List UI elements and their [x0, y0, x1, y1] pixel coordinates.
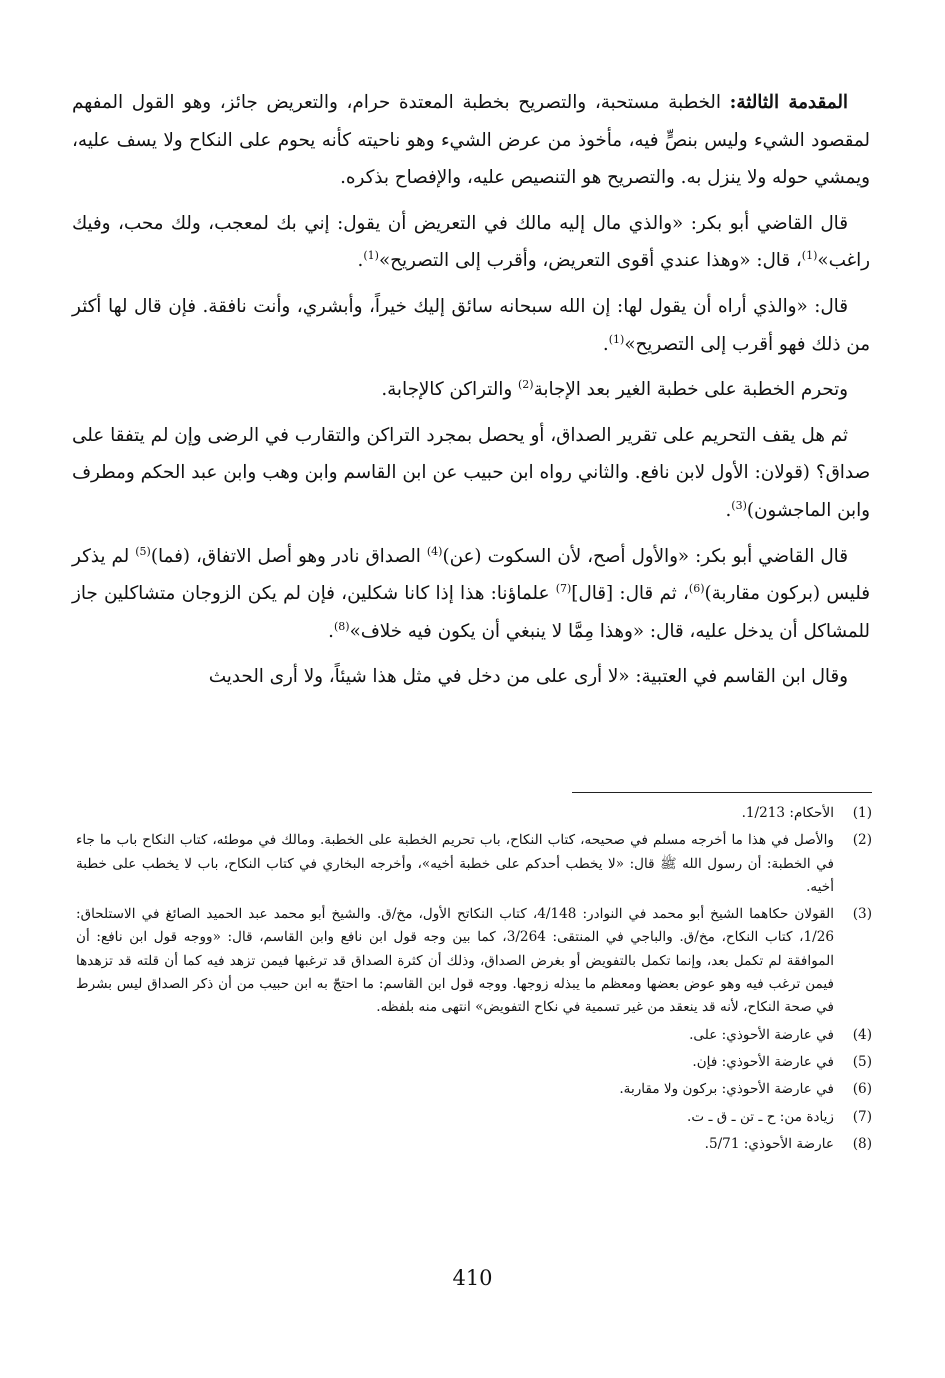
footnote	[76, 1051, 872, 1074]
paragraph-text: وتحرم الخطبة على خطبة الغير بعد الإجابة	[533, 379, 848, 401]
footnote-text: زيادة من: ح ـ تن ـ ق ـ ت.	[687, 1108, 834, 1125]
paragraph	[72, 205, 870, 280]
footnote-marker[interactable]: (1)	[801, 249, 818, 263]
footnote	[76, 1106, 872, 1129]
footnote-number: (7)	[852, 1108, 872, 1125]
paragraph-text: الخطبة مستحبة، والتصريح بخطبة المعتدة حرام، والتعريض جائز، وهو القول المفهم لمقصود الشيء وليس بنصٍّ فيه، مأخوذ من عرض الشيء وهو ناحيته كأنه يحوم على النكاح ولا يسف عليه، ويمشي حوله ولا ينزل به. والتصريح هو التنصيص عليه، والإفصاح بذكره.	[72, 92, 870, 189]
footnote	[76, 802, 872, 825]
footnote-marker[interactable]: (4)	[426, 544, 443, 558]
footnote-text: في عارضة الأحوذي: بركون ولا مقاربة.	[619, 1081, 834, 1098]
paragraph	[72, 84, 870, 197]
paragraph	[72, 371, 870, 409]
footnote-number: (1)	[852, 805, 872, 821]
footnote-marker[interactable]: (3)	[731, 498, 747, 512]
paragraph-text: وقال ابن القاسم في العتبية: «لا أرى على من دخل في مثل هذا شيئاً، ولا أرى الحديث	[208, 666, 848, 688]
footnote-text: في عارضة الأحوذي: فإن.	[692, 1053, 834, 1070]
footnote-marker[interactable]: (6)	[688, 582, 705, 596]
paragraph-text: .	[602, 333, 609, 355]
footnote-number: (4)	[852, 1026, 872, 1043]
section-heading: المقدمة الثالثة:	[729, 92, 848, 113]
paragraph	[72, 538, 870, 651]
footnote-number: (2)	[852, 832, 872, 849]
footnote-marker[interactable]: (2)	[518, 378, 534, 392]
main-text	[72, 84, 870, 704]
paragraph-text: ثم هل يقف التحريم على تقرير الصداق، أو يحصل بمجرد التراكن والتقارب في الرضى وإن لم يتفقا على صداق؟ (قولان: الأول لابن نافع. والثاني رواه ابن حبيب عن ابن القاسم وابن وهب وابن عبد الحكم ومطرف وابن الماجشون)	[72, 424, 870, 521]
footnote	[76, 1024, 872, 1047]
footnote-number: (6)	[852, 1081, 872, 1098]
footnote	[76, 1078, 872, 1101]
footnote-text: عارضة الأحوذي: 5/71.	[704, 1135, 834, 1152]
paragraph-text: علماؤنا: هذا إذا كانا شكلين، فإن لم يكن الزوجان متشاكلين جاز للمشاكل أن يدخل عليه، قال: «وهذا مِمَّا لا ينبغي أن يكون فيه خلاف»	[72, 583, 870, 642]
paragraph-text: .	[725, 499, 732, 521]
page-number: 410	[452, 1266, 493, 1290]
footnote-marker[interactable]: (7)	[555, 582, 572, 596]
paragraph-text: .	[357, 250, 364, 272]
footnote-text: القولان حكاهما الشيخ أبو محمد في النوادر: 4/148، كتاب النكاتح الأول، مخ/ق. والشيخ أبو محمد عبد الحميد الصائغ في الاستلحاق: 1/26، كتاب النكاح، مخ/ق. والباجي في المنتقى: 3/264، كما بين وجه قول ابن نافع وابن القاسم، قال: «ووجه قول ابن نافع: أن الموافقة لم تكمل بعد، وإنما تكمل بالتفويض أو بغرض الصداق، وذلك أن كثرة الصداق قد ترغبها فيمن تزهد فيه كما أن قلته قد تزهدها فيمن ترغب فيه وهو عوض بعضها ومعظم ما يبذله زوجها. ووجه قول ابن القاسم: ما احتجّ به ابن حبيب من أن ذكر الصداق ليس بشرط في صحة النكاح، لأنه قد ينعقد من غير تسمية في نكاح التفويض» انتهى منه بلفظه.	[76, 906, 834, 1016]
paragraph-text: الصداق نادر وهو أصل الاتفاق، (فما)	[150, 545, 427, 567]
footnote-marker[interactable]: (8)	[333, 619, 350, 633]
paragraph	[72, 288, 870, 363]
footnote-marker[interactable]: (5)	[135, 544, 151, 558]
paragraph-text: قال: «والذي أراه أن يقول لها: إن الله سبحانه سائق إليك خيراً، وأبشري، وأنت نافقة. فإن قال لها أكثر من ذلك فهو أقرب إلى التصريح»	[72, 295, 870, 355]
footnote-text: الأحكام: 1/213.	[741, 805, 834, 821]
footnote-marker[interactable]: (1)	[608, 332, 625, 346]
paragraph-text: والتراكن كالإجابة.	[381, 379, 518, 401]
paragraph-text: قال القاضي أبو بكر: «والأول أصح، لأن السكوت (عن)	[442, 545, 848, 567]
footnote	[76, 1133, 872, 1156]
footnote-number: (8)	[852, 1135, 872, 1152]
paragraph-text: ، ثم قال: [قال]	[571, 583, 689, 605]
footnote-number: (5)	[852, 1053, 872, 1070]
footnote	[76, 903, 872, 1019]
paragraph-text: لم يذكر فليس (بركون مقاربة)	[72, 545, 870, 605]
paragraph	[72, 658, 870, 696]
footnote	[76, 829, 872, 899]
paragraph-text: .	[328, 620, 334, 642]
paragraph-text: قال القاضي أبو بكر: «والذي مال إليه مالك في التعريض أن يقول: إني بك لمعجب، ولك محب، وفيك راغب»	[72, 212, 870, 272]
footnote-text: والأصل في هذا ما أخرجه مسلم في صحيحه، كتاب النكاح، باب تحريم الخطبة على الخطبة. ومالك في موطئه، كتاب النكاح باب ما جاء في الخطبة: أن رسول الله ﷺ قال: «لا يخطب أحدكم على خطبة أخيه»، وأخرجه البخاري في كتاب النكاح، باب لا يخطب على خطبة أخيه.	[76, 832, 834, 895]
footnote-divider	[572, 792, 872, 793]
footnote-number: (3)	[852, 906, 872, 923]
footnote-text: في عارضة الأحوذي: على.	[689, 1026, 834, 1043]
paragraph	[72, 417, 870, 530]
paragraph-text: ، قال: «وهذا عندي أقوى التعريض، وأقرب إلى التصريح»	[378, 250, 802, 272]
footnotes	[76, 802, 872, 1160]
footnote-marker[interactable]: (1)	[363, 249, 379, 263]
